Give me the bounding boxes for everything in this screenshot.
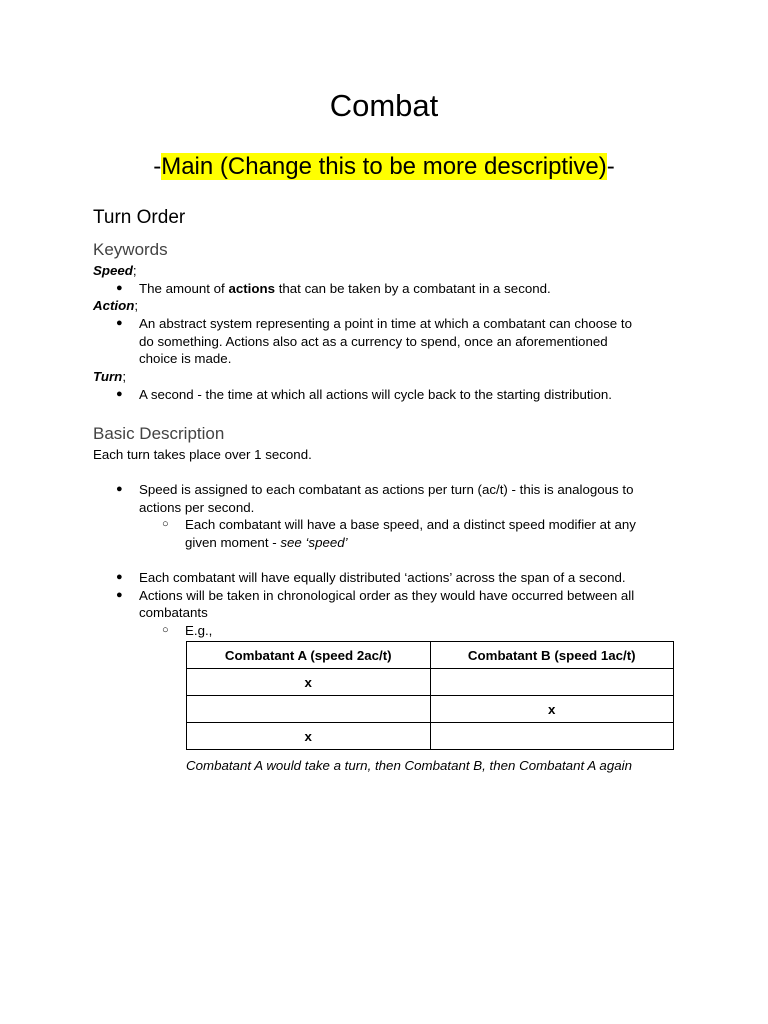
table-caption: Combatant A would take a turn, then Combatant B, then Combatant A again — [186, 758, 632, 773]
table-cell — [187, 696, 431, 723]
term-action-suffix: ; — [134, 298, 139, 313]
table-cell: x — [430, 696, 674, 723]
basic-description-intro: Each turn takes place over 1 second. — [93, 447, 312, 462]
term-action-label: Action — [93, 298, 135, 313]
turn-order-heading: Turn Order — [93, 207, 186, 228]
description-bullet-line: combatants — [139, 605, 208, 620]
bullet-icon: ● — [116, 589, 123, 601]
term-turn-suffix: ; — [122, 369, 127, 384]
term-speed — [93, 262, 137, 280]
definition-bold-text: actions — [228, 281, 275, 296]
term-turn — [93, 368, 126, 386]
term-action-definition-line: do something. Actions also act as a currency to spend, once an aforementioned — [139, 334, 608, 349]
term-action-definition-line: choice is made. — [139, 351, 232, 366]
term-speed-definition — [139, 280, 551, 298]
table-row — [187, 669, 674, 696]
document-subtitle — [0, 150, 768, 184]
bullet-icon: ● — [116, 571, 123, 583]
subtitle-prefix: - — [153, 153, 162, 180]
table-cell — [430, 723, 674, 750]
basic-description-heading: Basic Description — [93, 424, 225, 443]
table-cell: x — [187, 723, 431, 750]
table-row — [187, 723, 674, 750]
term-turn-label: Turn — [93, 369, 123, 384]
description-bullet-line: Speed is assigned to each combatant as actions per turn (ac/t) - this is analogous to — [139, 482, 634, 497]
description-subbullet-line — [185, 534, 348, 552]
bullet-icon: ● — [116, 388, 123, 400]
table-header-cell: Combatant B (speed 1ac/t) — [430, 642, 674, 669]
description-subbullet-line: Each combatant will have a base speed, and a distinct speed modifier at any — [185, 517, 636, 532]
term-speed-suffix: ; — [132, 263, 137, 278]
table-cell — [430, 669, 674, 696]
bullet-icon: ● — [116, 282, 123, 294]
subbullet-text: given moment - — [185, 535, 281, 550]
circle-bullet-icon: ○ — [162, 518, 169, 530]
subtitle-highlighted-text: Main (Change this to be more descriptive) — [161, 153, 607, 180]
table-header-cell: Combatant A (speed 2ac/t) — [187, 642, 431, 669]
term-action-definition-line: An abstract system representing a point in time at which a combatant can choose to — [139, 316, 632, 331]
document-title: Combat — [329, 88, 439, 123]
term-turn-definition: A second - the time at which all actions will cycle back to the starting distribution. — [139, 387, 613, 402]
example-table — [186, 641, 674, 750]
circle-bullet-icon: ○ — [162, 624, 169, 636]
description-bullet-line: actions per second. — [139, 500, 255, 515]
table-row — [187, 696, 674, 723]
description-bullet-line: Each combatant will have equally distributed ‘actions’ across the span of a second. — [139, 570, 626, 585]
keywords-heading: Keywords — [93, 240, 168, 259]
definition-text: The amount of — [139, 281, 229, 296]
bullet-icon: ● — [116, 483, 123, 495]
table-header-row — [187, 642, 674, 669]
table-cell: x — [187, 669, 431, 696]
term-speed-label: Speed — [93, 263, 133, 278]
definition-text: that can be taken by a combatant in a second. — [275, 281, 551, 296]
bullet-icon: ● — [116, 317, 123, 329]
term-action — [93, 297, 138, 315]
description-subbullet-line: E.g., — [185, 623, 213, 638]
description-bullet-line: Actions will be taken in chronological order as they would have occurred between all — [139, 588, 635, 603]
subbullet-reference: see ‘speed’ — [280, 535, 348, 550]
subtitle-suffix: - — [606, 153, 615, 180]
